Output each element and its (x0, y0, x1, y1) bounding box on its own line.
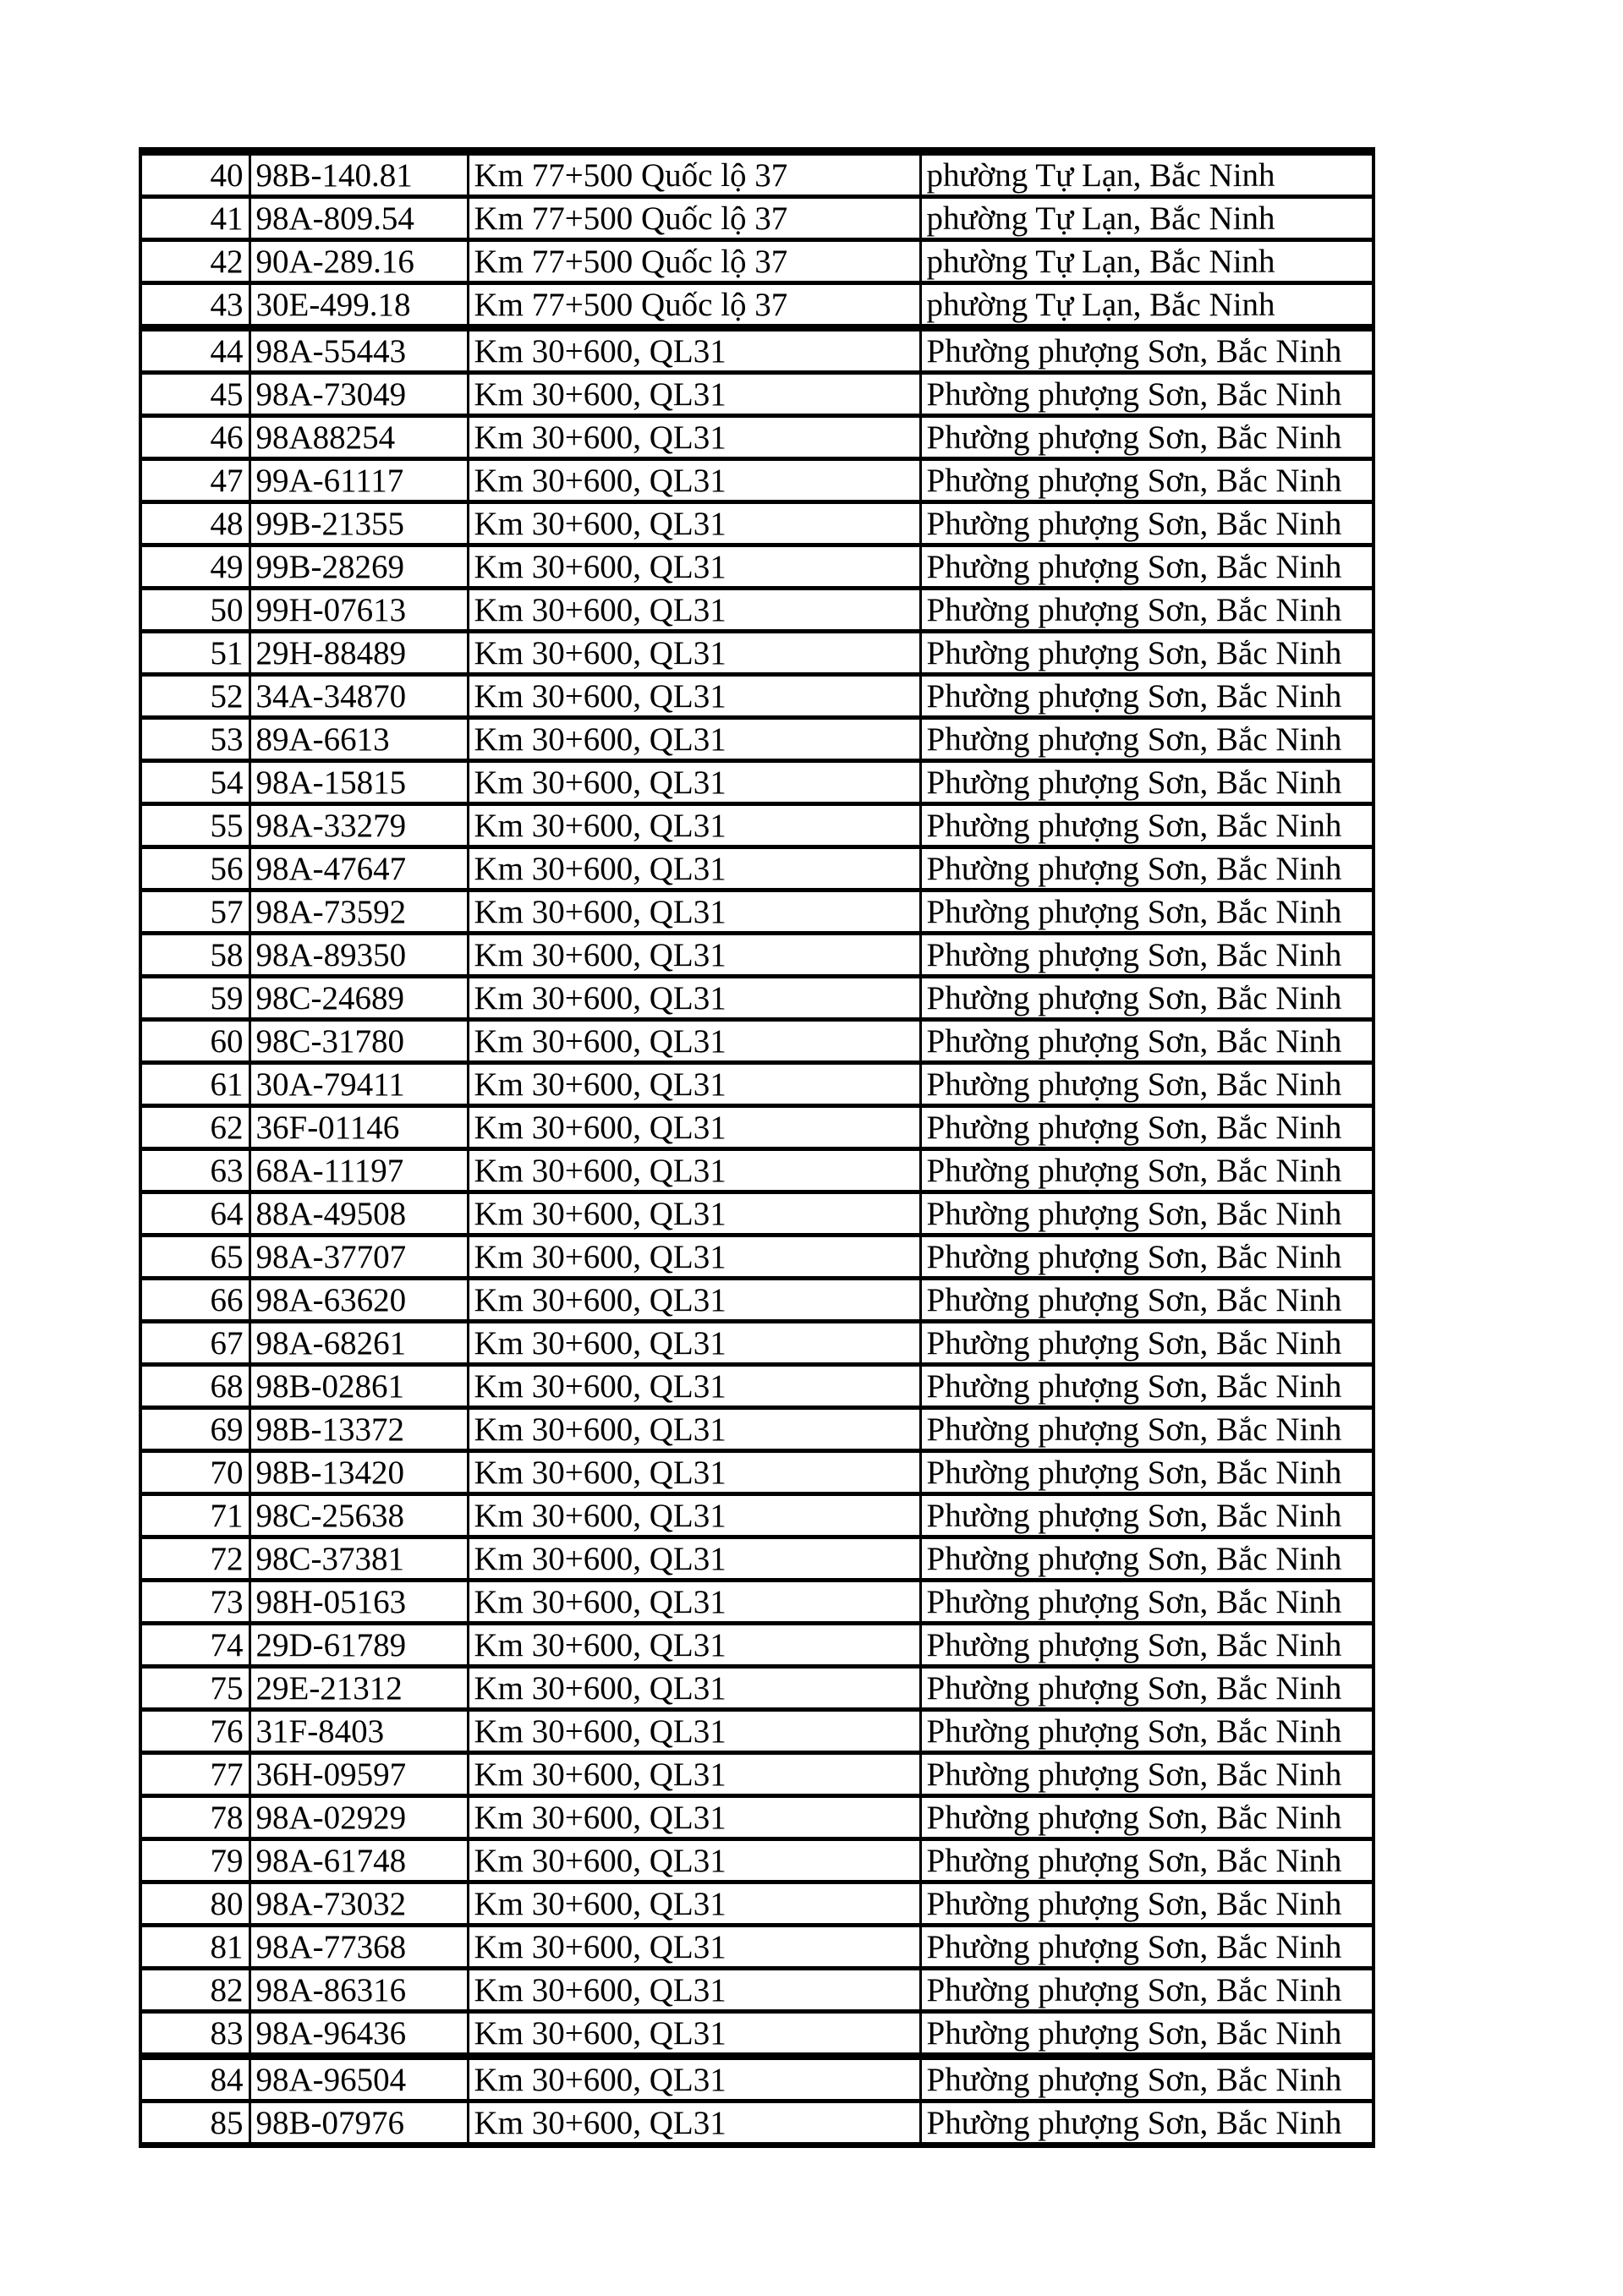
table-row (140, 1667, 1374, 1710)
row-number-cell: 45 (140, 373, 249, 416)
license-plate-cell: 98C-31780 (249, 1020, 468, 1063)
km-location-cell: Km 30+600, QL31 (468, 1106, 920, 1149)
ward-province-cell: Phường phượng Sơn, Bắc Ninh (920, 1236, 1374, 1279)
ward-province-cell: phường Tự Lạn, Bắc Ninh (920, 197, 1374, 240)
km-location-cell: Km 30+600, QL31 (468, 328, 920, 373)
license-plate-cell: 98B-140.81 (249, 151, 468, 197)
license-plate-cell: 98B-07976 (249, 2101, 468, 2145)
license-plate-cell: 29E-21312 (249, 1667, 468, 1710)
row-number-cell: 50 (140, 589, 249, 632)
license-plate-cell: 98A-73032 (249, 1882, 468, 1926)
license-plate-cell: 98A-37707 (249, 1236, 468, 1279)
ward-province-cell: phường Tự Lạn, Bắc Ninh (920, 240, 1374, 283)
table-row (140, 2101, 1374, 2145)
row-number-cell: 83 (140, 2012, 249, 2057)
km-location-cell: Km 30+600, QL31 (468, 1149, 920, 1192)
km-location-cell: Km 30+600, QL31 (468, 1192, 920, 1236)
table-row (140, 1494, 1374, 1537)
table-row (140, 1365, 1374, 1408)
license-plate-cell: 29D-61789 (249, 1624, 468, 1667)
table-row (140, 2012, 1374, 2057)
table-row (140, 1020, 1374, 1063)
table-row (140, 240, 1374, 283)
ward-province-cell: Phường phượng Sơn, Bắc Ninh (920, 1753, 1374, 1796)
ward-province-cell: Phường phượng Sơn, Bắc Ninh (920, 1192, 1374, 1236)
km-location-cell: Km 30+600, QL31 (468, 1926, 920, 1969)
row-number-cell: 48 (140, 502, 249, 545)
license-plate-cell: 98C-24689 (249, 977, 468, 1020)
license-plate-cell: 98A-96504 (249, 2057, 468, 2101)
km-location-cell: Km 30+600, QL31 (468, 2057, 920, 2101)
ward-province-cell: Phường phượng Sơn, Bắc Ninh (920, 804, 1374, 847)
row-number-cell: 46 (140, 416, 249, 459)
km-location-cell: Km 30+600, QL31 (468, 847, 920, 890)
table-row (140, 675, 1374, 718)
table-row (140, 1926, 1374, 1969)
table-row (140, 373, 1374, 416)
license-plate-cell: 98A-33279 (249, 804, 468, 847)
table-body (140, 151, 1374, 2145)
row-number-cell: 76 (140, 1710, 249, 1753)
license-plate-cell: 36H-09597 (249, 1753, 468, 1796)
table-row (140, 1149, 1374, 1192)
ward-province-cell: Phường phượng Sơn, Bắc Ninh (920, 718, 1374, 761)
license-plate-cell: 98B-13372 (249, 1408, 468, 1451)
ward-province-cell: Phường phượng Sơn, Bắc Ninh (920, 1581, 1374, 1624)
km-location-cell: Km 30+600, QL31 (468, 890, 920, 934)
license-plate-cell: 36F-01146 (249, 1106, 468, 1149)
table-row (140, 459, 1374, 502)
km-location-cell: Km 30+600, QL31 (468, 1753, 920, 1796)
ward-province-cell: Phường phượng Sơn, Bắc Ninh (920, 1020, 1374, 1063)
license-plate-cell: 98A-68261 (249, 1322, 468, 1365)
row-number-cell: 67 (140, 1322, 249, 1365)
row-number-cell: 66 (140, 1279, 249, 1322)
license-plate-cell: 99B-28269 (249, 545, 468, 589)
row-number-cell: 70 (140, 1451, 249, 1494)
km-location-cell: Km 30+600, QL31 (468, 934, 920, 977)
ward-province-cell: Phường phượng Sơn, Bắc Ninh (920, 1667, 1374, 1710)
row-number-cell: 74 (140, 1624, 249, 1667)
license-plate-cell: 98A-73049 (249, 373, 468, 416)
row-number-cell: 51 (140, 632, 249, 675)
table-row (140, 1710, 1374, 1753)
km-location-cell: Km 30+600, QL31 (468, 416, 920, 459)
row-number-cell: 77 (140, 1753, 249, 1796)
row-number-cell: 49 (140, 545, 249, 589)
row-number-cell: 84 (140, 2057, 249, 2101)
km-location-cell: Km 30+600, QL31 (468, 373, 920, 416)
km-location-cell: Km 30+600, QL31 (468, 545, 920, 589)
ward-province-cell: Phường phượng Sơn, Bắc Ninh (920, 459, 1374, 502)
license-plate-cell: 88A-49508 (249, 1192, 468, 1236)
row-number-cell: 68 (140, 1365, 249, 1408)
license-plate-cell: 98C-37381 (249, 1537, 468, 1581)
table-row (140, 847, 1374, 890)
ward-province-cell: phường Tự Lạn, Bắc Ninh (920, 283, 1374, 328)
table-row (140, 589, 1374, 632)
license-plate-cell: 34A-34870 (249, 675, 468, 718)
row-number-cell: 62 (140, 1106, 249, 1149)
ward-province-cell: Phường phượng Sơn, Bắc Ninh (920, 1839, 1374, 1882)
table-row (140, 1408, 1374, 1451)
license-plate-cell: 98A88254 (249, 416, 468, 459)
row-number-cell: 58 (140, 934, 249, 977)
license-plate-cell: 98A-73592 (249, 890, 468, 934)
km-location-cell: Km 30+600, QL31 (468, 1279, 920, 1322)
row-number-cell: 61 (140, 1063, 249, 1106)
ward-province-cell: Phường phượng Sơn, Bắc Ninh (920, 890, 1374, 934)
table-row (140, 1753, 1374, 1796)
table-row (140, 545, 1374, 589)
license-plate-cell: 98A-809.54 (249, 197, 468, 240)
ward-province-cell: Phường phượng Sơn, Bắc Ninh (920, 1710, 1374, 1753)
ward-province-cell: Phường phượng Sơn, Bắc Ninh (920, 1882, 1374, 1926)
ward-province-cell: Phường phượng Sơn, Bắc Ninh (920, 2057, 1374, 2101)
license-plate-cell: 98A-86316 (249, 1969, 468, 2012)
license-plate-cell: 30E-499.18 (249, 283, 468, 328)
row-number-cell: 69 (140, 1408, 249, 1451)
row-number-cell: 44 (140, 328, 249, 373)
table-row (140, 1451, 1374, 1494)
km-location-cell: Km 30+600, QL31 (468, 1710, 920, 1753)
license-plate-cell: 98A-96436 (249, 2012, 468, 2057)
row-number-cell: 55 (140, 804, 249, 847)
ward-province-cell: Phường phượng Sơn, Bắc Ninh (920, 502, 1374, 545)
km-location-cell: Km 77+500 Quốc lộ 37 (468, 197, 920, 240)
license-plate-cell: 29H-88489 (249, 632, 468, 675)
ward-province-cell: Phường phượng Sơn, Bắc Ninh (920, 1365, 1374, 1408)
row-number-cell: 42 (140, 240, 249, 283)
violation-table (139, 147, 1375, 2148)
ward-province-cell: Phường phượng Sơn, Bắc Ninh (920, 589, 1374, 632)
km-location-cell: Km 30+600, QL31 (468, 1624, 920, 1667)
ward-province-cell: Phường phượng Sơn, Bắc Ninh (920, 675, 1374, 718)
table-row (140, 934, 1374, 977)
table-row (140, 416, 1374, 459)
license-plate-cell: 98B-13420 (249, 1451, 468, 1494)
ward-province-cell: Phường phượng Sơn, Bắc Ninh (920, 328, 1374, 373)
km-location-cell: Km 30+600, QL31 (468, 718, 920, 761)
row-number-cell: 65 (140, 1236, 249, 1279)
ward-province-cell: Phường phượng Sơn, Bắc Ninh (920, 1279, 1374, 1322)
license-plate-cell: 99H-07613 (249, 589, 468, 632)
license-plate-cell: 98A-77368 (249, 1926, 468, 1969)
license-plate-cell: 98B-02861 (249, 1365, 468, 1408)
row-number-cell: 85 (140, 2101, 249, 2145)
ward-province-cell: Phường phượng Sơn, Bắc Ninh (920, 977, 1374, 1020)
ward-province-cell: Phường phượng Sơn, Bắc Ninh (920, 847, 1374, 890)
row-number-cell: 60 (140, 1020, 249, 1063)
km-location-cell: Km 30+600, QL31 (468, 1839, 920, 1882)
row-number-cell: 73 (140, 1581, 249, 1624)
ward-province-cell: Phường phượng Sơn, Bắc Ninh (920, 1796, 1374, 1839)
row-number-cell: 75 (140, 1667, 249, 1710)
km-location-cell: Km 30+600, QL31 (468, 632, 920, 675)
ward-province-cell: Phường phượng Sơn, Bắc Ninh (920, 1322, 1374, 1365)
row-number-cell: 72 (140, 1537, 249, 1581)
km-location-cell: Km 30+600, QL31 (468, 502, 920, 545)
license-plate-cell: 90A-289.16 (249, 240, 468, 283)
table-row (140, 1882, 1374, 1926)
table-row (140, 1106, 1374, 1149)
km-location-cell: Km 30+600, QL31 (468, 1882, 920, 1926)
row-number-cell: 82 (140, 1969, 249, 2012)
table-row (140, 718, 1374, 761)
row-number-cell: 63 (140, 1149, 249, 1192)
table-row (140, 890, 1374, 934)
row-number-cell: 59 (140, 977, 249, 1020)
table-row (140, 761, 1374, 804)
km-location-cell: Km 30+600, QL31 (468, 1063, 920, 1106)
license-plate-cell: 31F-8403 (249, 1710, 468, 1753)
km-location-cell: Km 77+500 Quốc lộ 37 (468, 151, 920, 197)
row-number-cell: 64 (140, 1192, 249, 1236)
table-row (140, 1236, 1374, 1279)
km-location-cell: Km 30+600, QL31 (468, 675, 920, 718)
ward-province-cell: Phường phượng Sơn, Bắc Ninh (920, 934, 1374, 977)
ward-province-cell: Phường phượng Sơn, Bắc Ninh (920, 2012, 1374, 2057)
ward-province-cell: Phường phượng Sơn, Bắc Ninh (920, 1149, 1374, 1192)
table-row (140, 1969, 1374, 2012)
table-row (140, 1624, 1374, 1667)
km-location-cell: Km 30+600, QL31 (468, 589, 920, 632)
km-location-cell: Km 30+600, QL31 (468, 1581, 920, 1624)
ward-province-cell: Phường phượng Sơn, Bắc Ninh (920, 1494, 1374, 1537)
table-row (140, 1063, 1374, 1106)
km-location-cell: Km 30+600, QL31 (468, 1667, 920, 1710)
license-plate-cell: 98A-89350 (249, 934, 468, 977)
km-location-cell: Km 77+500 Quốc lộ 37 (468, 240, 920, 283)
km-location-cell: Km 30+600, QL31 (468, 1322, 920, 1365)
km-location-cell: Km 30+600, QL31 (468, 1969, 920, 2012)
license-plate-cell: 99B-21355 (249, 502, 468, 545)
km-location-cell: Km 30+600, QL31 (468, 1408, 920, 1451)
ward-province-cell: Phường phượng Sơn, Bắc Ninh (920, 1451, 1374, 1494)
ward-province-cell: Phường phượng Sơn, Bắc Ninh (920, 1063, 1374, 1106)
km-location-cell: Km 30+600, QL31 (468, 1020, 920, 1063)
license-plate-cell: 98A-02929 (249, 1796, 468, 1839)
table-row (140, 977, 1374, 1020)
ward-province-cell: Phường phượng Sơn, Bắc Ninh (920, 1926, 1374, 1969)
row-number-cell: 81 (140, 1926, 249, 1969)
table-row (140, 328, 1374, 373)
ward-province-cell: Phường phượng Sơn, Bắc Ninh (920, 1106, 1374, 1149)
row-number-cell: 79 (140, 1839, 249, 1882)
table-row (140, 502, 1374, 545)
km-location-cell: Km 30+600, QL31 (468, 1537, 920, 1581)
table-row (140, 632, 1374, 675)
ward-province-cell: Phường phượng Sơn, Bắc Ninh (920, 632, 1374, 675)
row-number-cell: 71 (140, 1494, 249, 1537)
ward-province-cell: Phường phượng Sơn, Bắc Ninh (920, 1624, 1374, 1667)
license-plate-cell: 98H-05163 (249, 1581, 468, 1624)
row-number-cell: 56 (140, 847, 249, 890)
row-number-cell: 80 (140, 1882, 249, 1926)
km-location-cell: Km 30+600, QL31 (468, 804, 920, 847)
ward-province-cell: Phường phượng Sơn, Bắc Ninh (920, 2101, 1374, 2145)
table-row (140, 197, 1374, 240)
row-number-cell: 43 (140, 283, 249, 328)
row-number-cell: 52 (140, 675, 249, 718)
km-location-cell: Km 30+600, QL31 (468, 1451, 920, 1494)
km-location-cell: Km 30+600, QL31 (468, 977, 920, 1020)
km-location-cell: Km 30+600, QL31 (468, 459, 920, 502)
ward-province-cell: Phường phượng Sơn, Bắc Ninh (920, 545, 1374, 589)
km-location-cell: Km 30+600, QL31 (468, 761, 920, 804)
km-location-cell: Km 30+600, QL31 (468, 2101, 920, 2145)
table-row (140, 2057, 1374, 2101)
table-row (140, 1192, 1374, 1236)
license-plate-cell: 68A-11197 (249, 1149, 468, 1192)
table-row (140, 1796, 1374, 1839)
row-number-cell: 54 (140, 761, 249, 804)
table-row (140, 1537, 1374, 1581)
km-location-cell: Km 77+500 Quốc lộ 37 (468, 283, 920, 328)
row-number-cell: 57 (140, 890, 249, 934)
table-row (140, 804, 1374, 847)
row-number-cell: 41 (140, 197, 249, 240)
km-location-cell: Km 30+600, QL31 (468, 1494, 920, 1537)
ward-province-cell: Phường phượng Sơn, Bắc Ninh (920, 1537, 1374, 1581)
ward-province-cell: Phường phượng Sơn, Bắc Ninh (920, 761, 1374, 804)
license-plate-cell: 98A-63620 (249, 1279, 468, 1322)
ward-province-cell: phường Tự Lạn, Bắc Ninh (920, 151, 1374, 197)
row-number-cell: 40 (140, 151, 249, 197)
license-plate-cell: 99A-61117 (249, 459, 468, 502)
km-location-cell: Km 30+600, QL31 (468, 2012, 920, 2057)
license-plate-cell: 89A-6613 (249, 718, 468, 761)
ward-province-cell: Phường phượng Sơn, Bắc Ninh (920, 1969, 1374, 2012)
km-location-cell: Km 30+600, QL31 (468, 1796, 920, 1839)
ward-province-cell: Phường phượng Sơn, Bắc Ninh (920, 373, 1374, 416)
table-row (140, 1839, 1374, 1882)
row-number-cell: 47 (140, 459, 249, 502)
table-row (140, 1279, 1374, 1322)
table-row (140, 283, 1374, 328)
license-plate-cell: 98C-25638 (249, 1494, 468, 1537)
ward-province-cell: Phường phượng Sơn, Bắc Ninh (920, 416, 1374, 459)
license-plate-cell: 98A-55443 (249, 328, 468, 373)
km-location-cell: Km 30+600, QL31 (468, 1365, 920, 1408)
table-row (140, 1322, 1374, 1365)
row-number-cell: 78 (140, 1796, 249, 1839)
license-plate-cell: 98A-15815 (249, 761, 468, 804)
table-row (140, 1581, 1374, 1624)
license-plate-cell: 30A-79411 (249, 1063, 468, 1106)
km-location-cell: Km 30+600, QL31 (468, 1236, 920, 1279)
table-row (140, 151, 1374, 197)
license-plate-cell: 98A-47647 (249, 847, 468, 890)
license-plate-cell: 98A-61748 (249, 1839, 468, 1882)
row-number-cell: 53 (140, 718, 249, 761)
ward-province-cell: Phường phượng Sơn, Bắc Ninh (920, 1408, 1374, 1451)
